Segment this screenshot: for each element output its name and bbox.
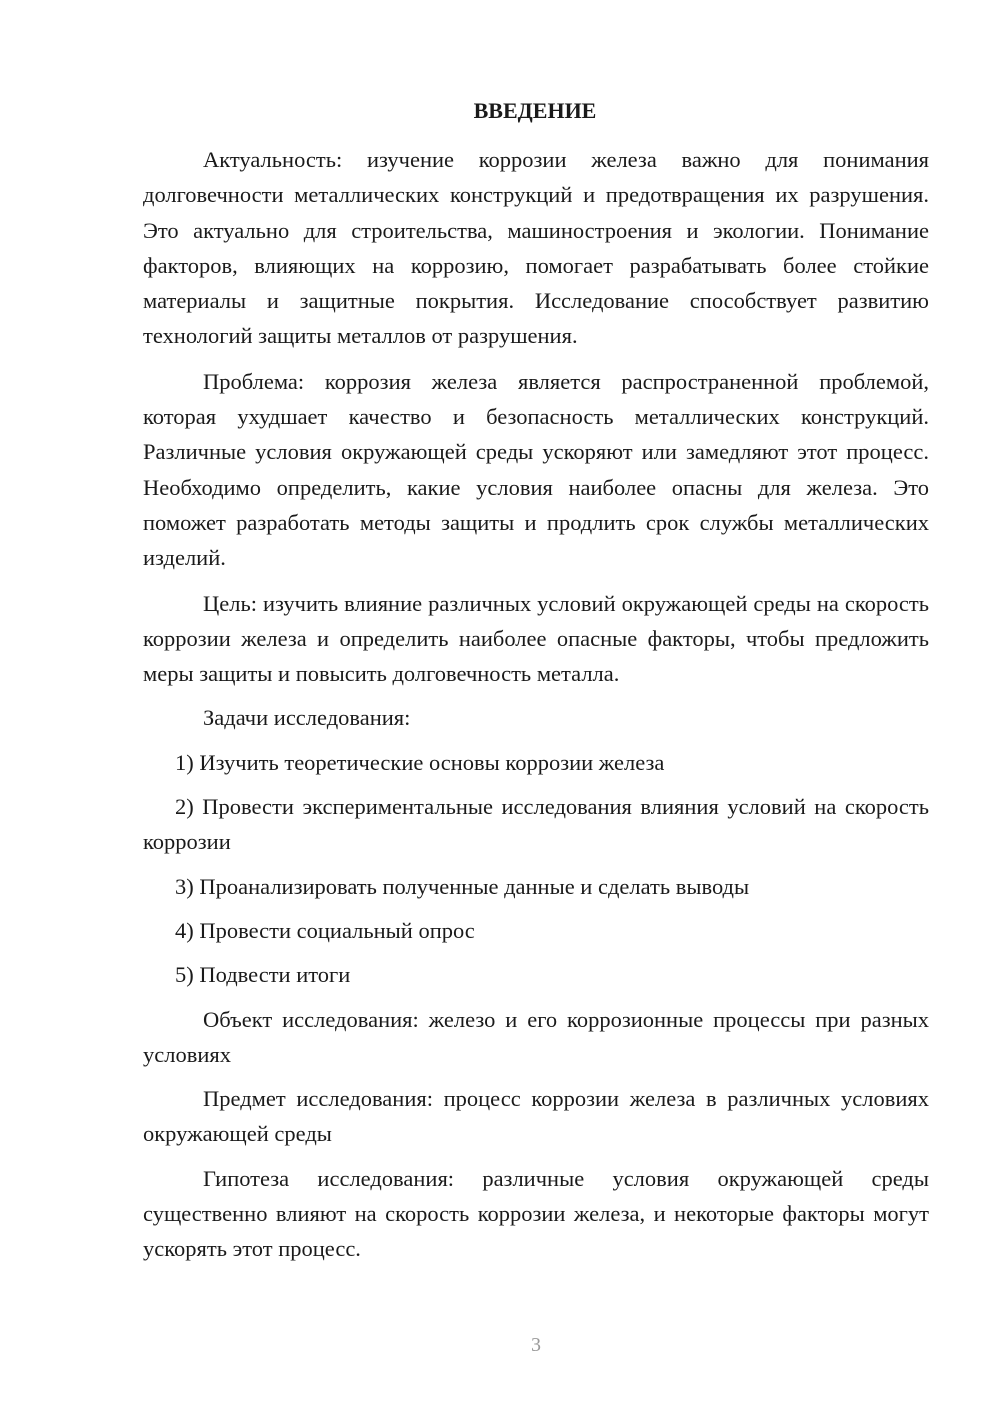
- list-item: 1) Изучить теоретические основы коррозии железа: [175, 749, 665, 775]
- document-body: [143, 142, 929, 1267]
- tasks-heading: Задачи исследования:: [203, 705, 411, 731]
- page-title: ВВЕДЕНИЕ: [473, 98, 597, 123]
- list-item: 4) Провести социальный опрос: [175, 917, 475, 943]
- tasks-list: [143, 745, 929, 993]
- paragraph-goal: Цель: изучить влияние различных условий окружающей среды на скорость коррозии железа и определить наиболее опасные факторы, чтобы предложить меры защиты и повысить долговечность металла.: [143, 590, 929, 687]
- list-item: 2) Провести экспериментальные исследования влияния условий на скорость коррозии: [143, 794, 929, 855]
- paragraph-hypothesis: Гипотеза исследования: различные условия окружающей среды существенно влияют на скорость коррозии железа, и некоторые факторы могут ускорять этот процесс.: [143, 1165, 929, 1262]
- paragraph-problem: Проблема: коррозия железа является распространенной проблемой, которая ухудшает качество и безопасность металлических конструкций. Различные условия окружающей среды ускоряют или замедляют этот процесс. Необходимо определить, какие условия наиболее опасны для железа. Это поможет разработать методы защиты и продлить срок службы металлических изделий.: [143, 368, 929, 571]
- paragraph-object: Объект исследования: железо и его коррозионные процессы при разных условиях: [143, 1006, 929, 1067]
- paragraph-relevance: Актуальность: изучение коррозии железа важно для понимания долговечности металлических конструкций и предотвращения их разрушения. Это актуально для строительства, машиностроения и экологии. Понимание факторов, влияющих на коррозию, помогает разрабатывать более стойкие материалы и защитные покрытия. Исследование способствует развитию технологий защиты металлов от разрушения.: [143, 147, 929, 349]
- list-item: 5) Подвести итоги: [175, 962, 351, 988]
- page-number: 3: [531, 1334, 541, 1356]
- list-item: 3) Проанализировать полученные данные и сделать выводы: [175, 873, 750, 899]
- paragraph-subject: Предмет исследования: процесс коррозии железа в различных условиях окружающей среды: [143, 1086, 929, 1147]
